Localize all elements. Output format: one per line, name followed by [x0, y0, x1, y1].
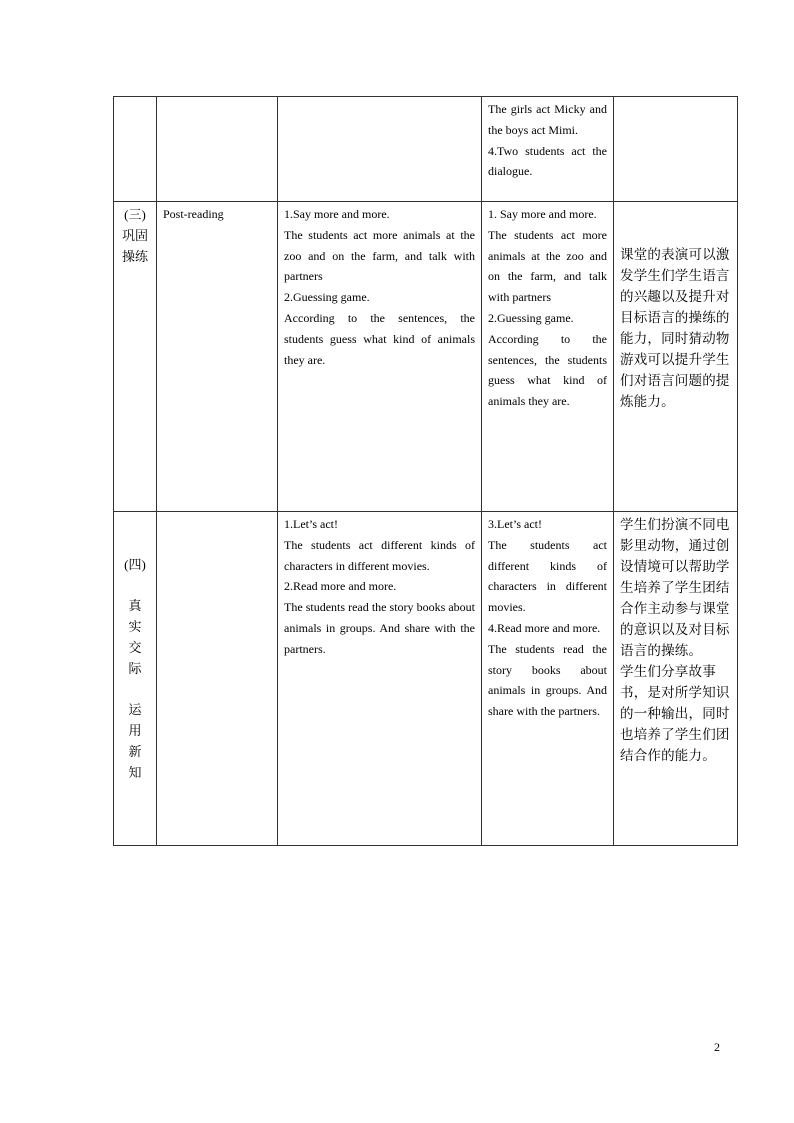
stage-label: (四)	[124, 557, 146, 572]
purpose-cell	[614, 512, 738, 846]
student-activity-cell	[482, 97, 614, 202]
stage-cell	[114, 202, 157, 512]
lesson-plan-table	[113, 96, 738, 846]
purpose-text: 学生们扮演不同电影里动物，通过创设情境可以帮助学生培养了学生团结合作主动参与课堂的意识以及对目标语言的操练。	[620, 517, 730, 658]
activity-text: The students act more animals at the zoo and on the farm, and talk with partners	[488, 227, 607, 305]
activity-text: 4.Two students act the dialogue.	[488, 143, 607, 179]
activity-text: The students read the story books about animals in groups. And share with the partners.	[284, 600, 475, 656]
student-activity-cell	[482, 202, 614, 512]
activity-text: The students act different kinds of characters in different movies.	[488, 537, 607, 615]
stage-label: (三)	[124, 207, 146, 222]
table-row	[114, 97, 738, 202]
stage-label: 新	[128, 744, 142, 759]
purpose-cell	[614, 202, 738, 512]
phase-cell	[157, 202, 278, 512]
stage-label: 交	[128, 640, 142, 655]
activity-text: The students act more animals at the zoo and on the farm, and talk with partners	[284, 227, 475, 284]
phase-cell	[157, 512, 278, 846]
activity-text: The girls act Micky and the boys act Mimi.	[488, 102, 607, 137]
stage-label: 巩固	[121, 228, 148, 243]
stage-label: 知	[128, 765, 142, 780]
stage-cell	[114, 97, 157, 202]
activity-text: According to the sentences, the students guess what kind of animals they are.	[284, 310, 475, 367]
stage-label: 真	[128, 598, 142, 613]
phase-cell	[157, 97, 278, 202]
activity-text: 1. Say more and more.	[488, 207, 597, 221]
stage-label: 用	[128, 723, 142, 738]
purpose-text: 学生们分享故事书，是对所学知识的一种输出，同时也培养了学生们团结合作的能力。	[620, 664, 730, 763]
activity-text: 1.Say more and more.	[284, 207, 390, 221]
stage-label: 实	[128, 619, 142, 634]
stage-label: 际	[128, 661, 142, 676]
teacher-activity-cell	[278, 512, 482, 846]
student-activity-cell	[482, 512, 614, 846]
activity-text: The students read the story books about animals in groups. And share with the partners.	[488, 641, 607, 719]
activity-text: 4.Read more and more.	[488, 620, 601, 635]
table-row	[114, 512, 738, 846]
teacher-activity-cell	[278, 97, 482, 202]
page-number: 2	[714, 1040, 720, 1054]
activity-text: 3.Let’s act!	[488, 517, 542, 531]
table-row	[114, 202, 738, 512]
purpose-text: 课堂的表演可以激发学生们学生语言的兴趣以及提升对目标语言的操练的能力，同时猜动物游戏可以提升学生们对语言问题的提炼能力。	[620, 247, 730, 409]
activity-text: According to the sentences, the students guess what kind of animals they are.	[488, 331, 607, 409]
purpose-cell	[614, 97, 738, 202]
activity-text: 1.Let’s act!	[284, 517, 338, 531]
stage-cell	[114, 512, 157, 846]
teacher-activity-cell	[278, 202, 482, 512]
activity-text: 2.Read more and more.	[284, 579, 397, 594]
stage-label: 运	[128, 702, 142, 717]
activity-text: 2.Guessing game.	[488, 310, 574, 325]
activity-text: The students act different kinds of characters in different movies.	[284, 537, 475, 573]
phase-label: Post-reading	[163, 207, 224, 221]
activity-text: 2.Guessing game.	[284, 290, 370, 305]
stage-label: 操练	[121, 249, 148, 264]
